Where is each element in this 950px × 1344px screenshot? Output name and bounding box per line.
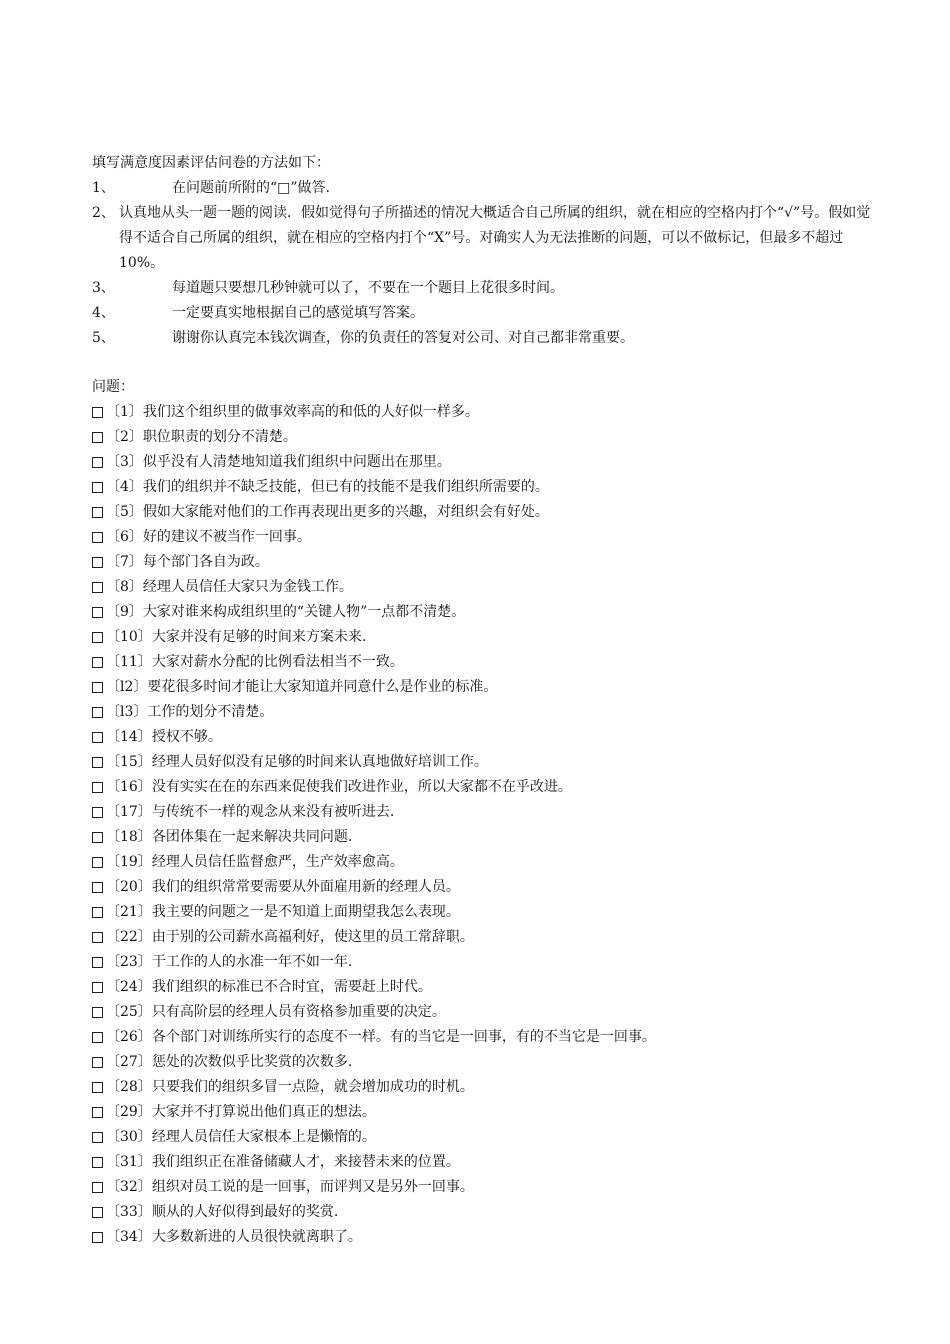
question-row [92, 1025, 872, 1050]
question-text: 假如大家能对他们的工作再表现出更多的兴趣，对组织会有好处。 [142, 504, 549, 520]
instructions-title: 填写满意度因素评估问卷的方法如下： [92, 155, 330, 171]
question-row [92, 1000, 872, 1025]
answer-checkbox[interactable] [92, 932, 103, 943]
answer-checkbox[interactable] [92, 457, 103, 468]
answer-checkbox[interactable] [92, 407, 103, 418]
question-number: 〔10〕 [106, 629, 152, 645]
question-number: 〔23〕 [106, 954, 152, 970]
instruction-text: 每道题只要想几秒钟就可以了，不要在一个题目上花很多时间。 [172, 280, 564, 296]
question-number: 〔19〕 [106, 854, 152, 870]
answer-checkbox[interactable] [92, 1032, 103, 1043]
answer-checkbox[interactable] [92, 782, 103, 793]
instruction-number: 4、 [92, 305, 115, 321]
answer-checkbox[interactable] [92, 1132, 103, 1143]
instruction-item-3 [92, 276, 872, 301]
question-row [92, 550, 872, 575]
question-text: 大多数新进的人员很快就离职了。 [151, 1229, 362, 1245]
question-text: 各个部门对训练所实行的态度不一样。有的当它是一回事，有的不当它是一回事。 [151, 1029, 656, 1045]
question-text: 授权不够。 [151, 729, 222, 745]
question-row [92, 975, 872, 1000]
answer-checkbox[interactable] [92, 1207, 103, 1218]
question-row [92, 750, 872, 775]
answer-checkbox[interactable] [92, 482, 103, 493]
instruction-number: 5、 [92, 330, 115, 346]
answer-checkbox[interactable] [92, 1157, 103, 1168]
question-text: 大家对谁来构成组织里的“关键人物”一点都不清楚。 [142, 604, 466, 620]
question-number: 〔26〕 [106, 1029, 152, 1045]
question-row [92, 1100, 872, 1125]
instruction-number: 1、 [92, 180, 115, 196]
question-number: 〔24〕 [106, 979, 152, 995]
answer-checkbox[interactable] [92, 657, 103, 668]
question-row [92, 600, 872, 625]
question-row [92, 525, 872, 550]
answer-checkbox[interactable] [92, 557, 103, 568]
question-number: 〔29〕 [106, 1104, 152, 1120]
answer-checkbox[interactable] [92, 682, 103, 693]
question-number: 〔4〕 [106, 479, 143, 495]
answer-checkbox[interactable] [92, 1107, 103, 1118]
instruction-item-5 [92, 326, 872, 351]
question-row [92, 700, 872, 725]
answer-checkbox[interactable] [92, 507, 103, 518]
question-row [92, 650, 872, 675]
question-number: 〔31〕 [106, 1154, 152, 1170]
question-row [92, 800, 872, 825]
question-number: 〔8〕 [106, 579, 143, 595]
question-text: 惩处的次数似乎比奖赏的次数多. [151, 1054, 353, 1070]
question-row [92, 625, 872, 650]
answer-checkbox[interactable] [92, 1232, 103, 1243]
question-number: 〔22〕 [106, 929, 152, 945]
answer-checkbox[interactable] [92, 807, 103, 818]
question-number: 〔5〕 [106, 504, 143, 520]
question-text: 职位职责的划分不清楚。 [142, 429, 297, 445]
question-text: 大家并不打算说出他们真正的想法。 [151, 1104, 376, 1120]
question-row [92, 725, 872, 750]
answer-checkbox[interactable] [92, 832, 103, 843]
answer-checkbox[interactable] [92, 1057, 103, 1068]
question-number: 〔7〕 [106, 554, 143, 570]
question-text: 每个部门各自为政。 [142, 554, 269, 570]
question-row [92, 950, 872, 975]
question-text: 我主要的问题之一是不知道上面期望我怎么表现。 [151, 904, 460, 920]
answer-checkbox[interactable] [92, 532, 103, 543]
questions-list [92, 400, 872, 1250]
question-text: 我们组织正在准备储藏人才，来接替未来的位置。 [151, 1154, 460, 1170]
document-page [92, 150, 872, 1250]
question-text: 大家对薪水分配的比例看法相当不一致。 [151, 654, 404, 670]
question-text: 由于别的公司薪水高福利好，使这里的员工常辞职。 [151, 929, 474, 945]
instruction-text: 在问题前所附的“□”做答. [172, 180, 330, 196]
answer-checkbox[interactable] [92, 1082, 103, 1093]
answer-checkbox[interactable] [92, 1007, 103, 1018]
instruction-number: 3、 [92, 280, 115, 296]
question-row [92, 1150, 872, 1175]
question-text: 组织对员工说的是一回事，而评判又是另外一回事。 [151, 1179, 474, 1195]
question-row [92, 400, 872, 425]
question-row [92, 775, 872, 800]
questions-label: 问题： [92, 379, 134, 395]
question-row [92, 925, 872, 950]
question-number: 〔28〕 [106, 1079, 152, 1095]
answer-checkbox[interactable] [92, 732, 103, 743]
question-row [92, 1125, 872, 1150]
question-text: 经理人员信任大家根本上是懒惰的。 [151, 1129, 376, 1145]
question-text: 没有实实在在的东西来促使我们改进作业，所以大家都不在乎改进。 [151, 779, 572, 795]
question-text: 似乎没有人清楚地知道我们组织中问题出在那里。 [142, 454, 451, 470]
question-number: 〔15〕 [106, 754, 152, 770]
question-number: 〔21〕 [106, 904, 152, 920]
answer-checkbox[interactable] [92, 607, 103, 618]
question-number: 〔14〕 [106, 729, 152, 745]
question-row [92, 1200, 872, 1225]
question-text: 要花很多时间才能让大家知道并同意什么是作业的标准。 [147, 679, 498, 695]
question-number: 〔32〕 [106, 1179, 152, 1195]
answer-checkbox[interactable] [92, 982, 103, 993]
question-text: 工作的划分不清楚。 [147, 704, 274, 720]
instruction-text: 一定要真实地根据自己的感觉填写答案。 [172, 305, 424, 321]
question-row [92, 425, 872, 450]
question-row [92, 1050, 872, 1075]
question-number: 〔9〕 [106, 604, 143, 620]
instruction-text: 认真地从头一题一题的阅读．假如觉得句子所描述的情况大概适合自己所属的组织，就在相应的空格内打个“√”号。假如觉得不适合自己所属的组织，就在相应的空格内打个“X”号。对确实人为无法推断的问题，可以不做标记，但最多不超过10%。 [119, 205, 871, 271]
answer-checkbox[interactable] [92, 882, 103, 893]
question-text: 大家并没有足够的时间来方案未来. [151, 629, 367, 645]
question-text: 好的建议不被当作一回事。 [142, 529, 311, 545]
question-row [92, 850, 872, 875]
question-text: 我们的组织常常要需要从外面雇用新的经理人员。 [151, 879, 460, 895]
question-row [92, 1225, 872, 1250]
question-number: 〔6〕 [106, 529, 143, 545]
answer-checkbox[interactable] [92, 957, 103, 968]
question-row [92, 500, 872, 525]
question-row [92, 875, 872, 900]
question-text: 我们组织的标准已不合时宜，需要赶上时代。 [151, 979, 432, 995]
question-text: 与传统不一样的观念从来没有被听进去. [151, 804, 395, 820]
section-spacer [92, 351, 872, 375]
question-row [92, 450, 872, 475]
question-number: 〔34〕 [106, 1229, 152, 1245]
question-number: 〔11〕 [106, 654, 152, 670]
answer-checkbox[interactable] [92, 1182, 103, 1193]
question-number: 〔20〕 [106, 879, 152, 895]
question-row [92, 825, 872, 850]
instruction-number: 2、 [92, 205, 115, 221]
question-text: 经理人员好似没有足够的时间来认真地做好培训工作。 [151, 754, 488, 770]
answer-checkbox[interactable] [92, 907, 103, 918]
question-number: 〔3〕 [106, 454, 143, 470]
question-row [92, 1175, 872, 1200]
question-text: 经理人员信任大家只为金钱工作。 [142, 579, 353, 595]
question-number: 〔33〕 [106, 1204, 152, 1220]
answer-checkbox[interactable] [92, 707, 103, 718]
answer-checkbox[interactable] [92, 757, 103, 768]
question-row [92, 575, 872, 600]
question-text: 我们这个组织里的做事效率高的和低的人好似一样多。 [142, 404, 479, 420]
answer-checkbox[interactable] [92, 632, 103, 643]
instruction-item-1 [92, 176, 872, 201]
question-text: 我们的组织并不缺乏技能，但已有的技能不是我们组织所需要的。 [142, 479, 549, 495]
question-text: 干工作的人的水准一年不如一年. [151, 954, 353, 970]
question-row [92, 1075, 872, 1100]
question-number: 〔17〕 [106, 804, 152, 820]
question-row [92, 675, 872, 700]
answer-checkbox[interactable] [92, 582, 103, 593]
question-text: 只要我们的组织多冒一点险，就会增加成功的时机。 [151, 1079, 474, 1095]
answer-checkbox[interactable] [92, 432, 103, 443]
question-number: 〔30〕 [106, 1129, 152, 1145]
instruction-item-4 [92, 301, 872, 326]
question-number: 〔1〕 [106, 404, 143, 420]
instruction-item-2 [92, 201, 872, 276]
question-text: 经理人员信任监督愈严，生产效率愈高。 [151, 854, 404, 870]
instruction-text: 谢谢你认真完本钱次调查，你的负责任的答复对公司、对自己都非常重要。 [172, 330, 634, 346]
question-number: 〔16〕 [106, 779, 152, 795]
question-number: 〔25〕 [106, 1004, 152, 1020]
question-number: 〔18〕 [106, 829, 152, 845]
question-text: 顺从的人好似得到最好的奖赏. [151, 1204, 339, 1220]
question-row [92, 475, 872, 500]
question-row [92, 900, 872, 925]
question-text: 只有高阶层的经理人员有资格参加重要的决定。 [151, 1004, 446, 1020]
question-number: 〔l3〕 [106, 704, 148, 720]
question-number: 〔27〕 [106, 1054, 152, 1070]
question-number: 〔2〕 [106, 429, 143, 445]
answer-checkbox[interactable] [92, 857, 103, 868]
question-number: 〔l2〕 [106, 679, 148, 695]
question-text: 各团体集在一起来解决共同问题. [151, 829, 353, 845]
